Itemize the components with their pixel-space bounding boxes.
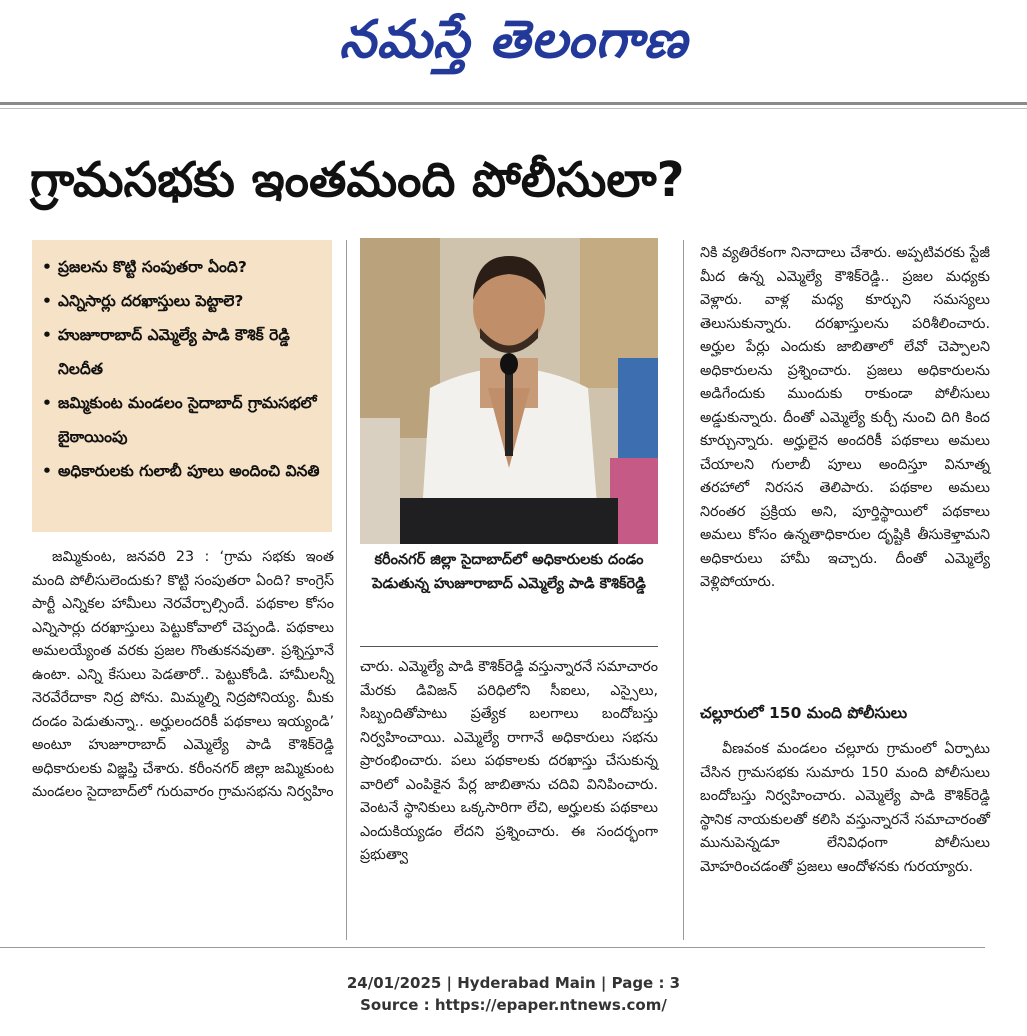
article-column-4 xyxy=(700,738,990,879)
masthead-rule xyxy=(0,102,1027,105)
article-column-3 xyxy=(700,242,990,595)
bullet-icon: • xyxy=(42,326,52,344)
masthead-logo: నమస్తే తెలంగాణ xyxy=(339,9,688,70)
footer-source-link[interactable]: Source : https://epaper.ntnews.com/ xyxy=(360,996,667,1014)
article-column-1 xyxy=(32,546,334,805)
article-column-2 xyxy=(360,656,658,868)
highlight-item: • హుజూరాబాద్ ఎమ్మెల్యే పాడి కౌశిక్ రెడ్డి నిలదీత xyxy=(42,318,322,386)
highlight-item: • అధికారులకు గులాబీ పూలు అందించి వినతి xyxy=(42,454,322,488)
caption-divider xyxy=(360,646,658,647)
bullet-icon: • xyxy=(42,258,52,276)
footer-rule xyxy=(0,947,985,948)
page-footer xyxy=(0,972,1027,1016)
highlight-item: • ప్రజలను కొట్టి సంపుతరా ఏంది? xyxy=(42,250,322,284)
masthead xyxy=(0,0,1027,92)
bullet-icon: • xyxy=(42,394,52,412)
photo-caption: కరీంనగర్ జిల్లా సైదాబాద్‌లో అధికారులకు దండం పెడుతున్న హుజూరాబాద్ ఎమ్మెల్యే పాడి కౌశిక్‌రెడ్డి xyxy=(372,552,646,592)
news-photo xyxy=(360,238,658,544)
bullet-icon: • xyxy=(42,462,52,480)
highlights-box xyxy=(32,240,332,532)
footer-edition-info: 24/01/2025 | Hyderabad Main | Page : 3 xyxy=(346,974,681,992)
body-text: చారు. ఎమ్మెల్యే పాడి కౌశిక్‌రెడ్డి వస్తున్నారనే సమాచారం మేరకు డివిజన్ పరిధిలోని సీఐలు, ఎస్సైలు, సిబ్బందితోపాటు ప్రత్యేక బలగాలు బందోబస్తు నిర్వహించాయి. ఎమ్మెల్యే రాగానే అధికారులు సభను ప్రారంభించారు. పలు పథకాలకు దరఖాస్తు చేసుకున్న వారిలో ఎంపికైన పేర్ల జాబితాను చదివి వినిపించారు. వెంటనే స్థానికులు ఒక్కసారిగా లేచి, అర్హులకు పథకాలు ఎందుకియ్యడం లేదని ప్రశ్నించారు. ఈ సందర్భంగా ప్రభుత్వా xyxy=(360,659,658,863)
bullet-icon: • xyxy=(42,292,52,310)
column-divider xyxy=(346,240,347,940)
article-headline: గ్రామసభకు ఇంతమంది పోలీసులా? xyxy=(30,152,685,208)
highlight-item: • ఎన్నిసార్లు దరఖాస్తులు పెట్టాలె? xyxy=(42,284,322,318)
body-text: వీణవంక మండలం చల్లూరు గ్రామంలో ఏర్పాటు చేసిన గ్రామసభకు సుమారు 150 మంది పోలీసులు బందోబస్తు నిర్వహించారు. ఎమ్మెల్యే పాడి కౌశిక్‌రెడ్డి స్థానిక నాయకులతో కలిసి వస్తున్నారనే సమాచారంతో మునుపెన్నడూ లేనివిధంగా పోలీసులు మోహరించడంతో ప్రజలు ఆందోళనకు గురయ్యారు. xyxy=(700,741,990,875)
body-text: నికి వ్యతిరేకంగా నినాదాలు చేశారు. అప్పటివరకు స్టేజీ మీద ఉన్న ఎమ్మెల్యే కౌశిక్‌రెడ్డి.. ప్రజల మధ్యకు వెళ్లారు. వాళ్ల మధ్య కూర్చుని సమస్యలు తెలుసుకున్నారు. దరఖాస్తులను పరిశీలించారు. అర్హుల పేర్లు ఎందుకు జాబితాలో లేవో చెప్పాలని అధికారులను ప్రశ్నించారు. ప్రజలు అధికారులను అడిగేందుకు ముందుకు రాకుండా పోలీసులు అడ్డుకున్నారు. దీంతో ఎమ్మెల్యే కుర్చీ నుంచి దిగి కింద కూర్చున్నారు. అర్హులైన అందరికీ పథకాలు అమలు చేయాలని గులాబీ పూలు అందిస్తూ వినూత్న తరహాలో నిరసన తెలిపారు. పథకాల అమలు నిరంతర ప్రక్రియ అని, పూర్తిస్థాయిలో పథకాలు అమలు కోసం ఉన్నతాధికారుల దృష్టికి తీసుకెళ్తామని అధికారులు హామీ ఇచ్చారు. దీంతో ఎమ్మెల్యే వెళ్లిపోయారు. xyxy=(700,245,990,590)
masthead-rule-thin xyxy=(0,108,1027,109)
sub-headline: చల్లూరులో 150 మంది పోలీసులు xyxy=(700,704,908,722)
highlight-item: • జమ్మికుంట మండలం సైదాబాద్ గ్రామసభలో బైఠాయింపు xyxy=(42,386,322,454)
body-text: జమ్మికుంట, జనవరి 23 : ‘గ్రామ సభకు ఇంత మంది పోలీసులెందుకు? కొట్టి సంపుతరా ఏంది? కాంగ్రెస్ పార్టీ ఎన్నికల హామీలు నెరవేర్చాల్సిందే. పథకాల కోసం ఎన్నిసార్లు దరఖాస్తులు పెట్టుకోవాలో చెప్పండి. పథకాలు అమలయ్యేంత వరకు ప్రజల గొంతుకనవుతా. ప్రశ్నిస్తూనే ఉంటా. ఎన్ని కేసులు పెడతారో.. పెట్టుకోండి. హామీలన్నీ నెరవేరేదాకా నిద్ర పోను. మిమ్మల్ని నిద్రపోనియ్య. మీకు దండం పెడుతున్నా.. అర్హులందరికీ పథకాలు ఇయ్యండి’ అంటూ హుజూరాబాద్ ఎమ్మెల్యే పాడి కౌశిక్‌రెడ్డి అధికారులకు విజ్ఞప్తి చేశారు. కరీంనగర్ జిల్లా జమ్మికుంట మండలం సైదాబాద్‌లో గురువారం గ్రామసభను నిర్వహిం xyxy=(32,549,334,800)
column-divider xyxy=(683,240,684,940)
